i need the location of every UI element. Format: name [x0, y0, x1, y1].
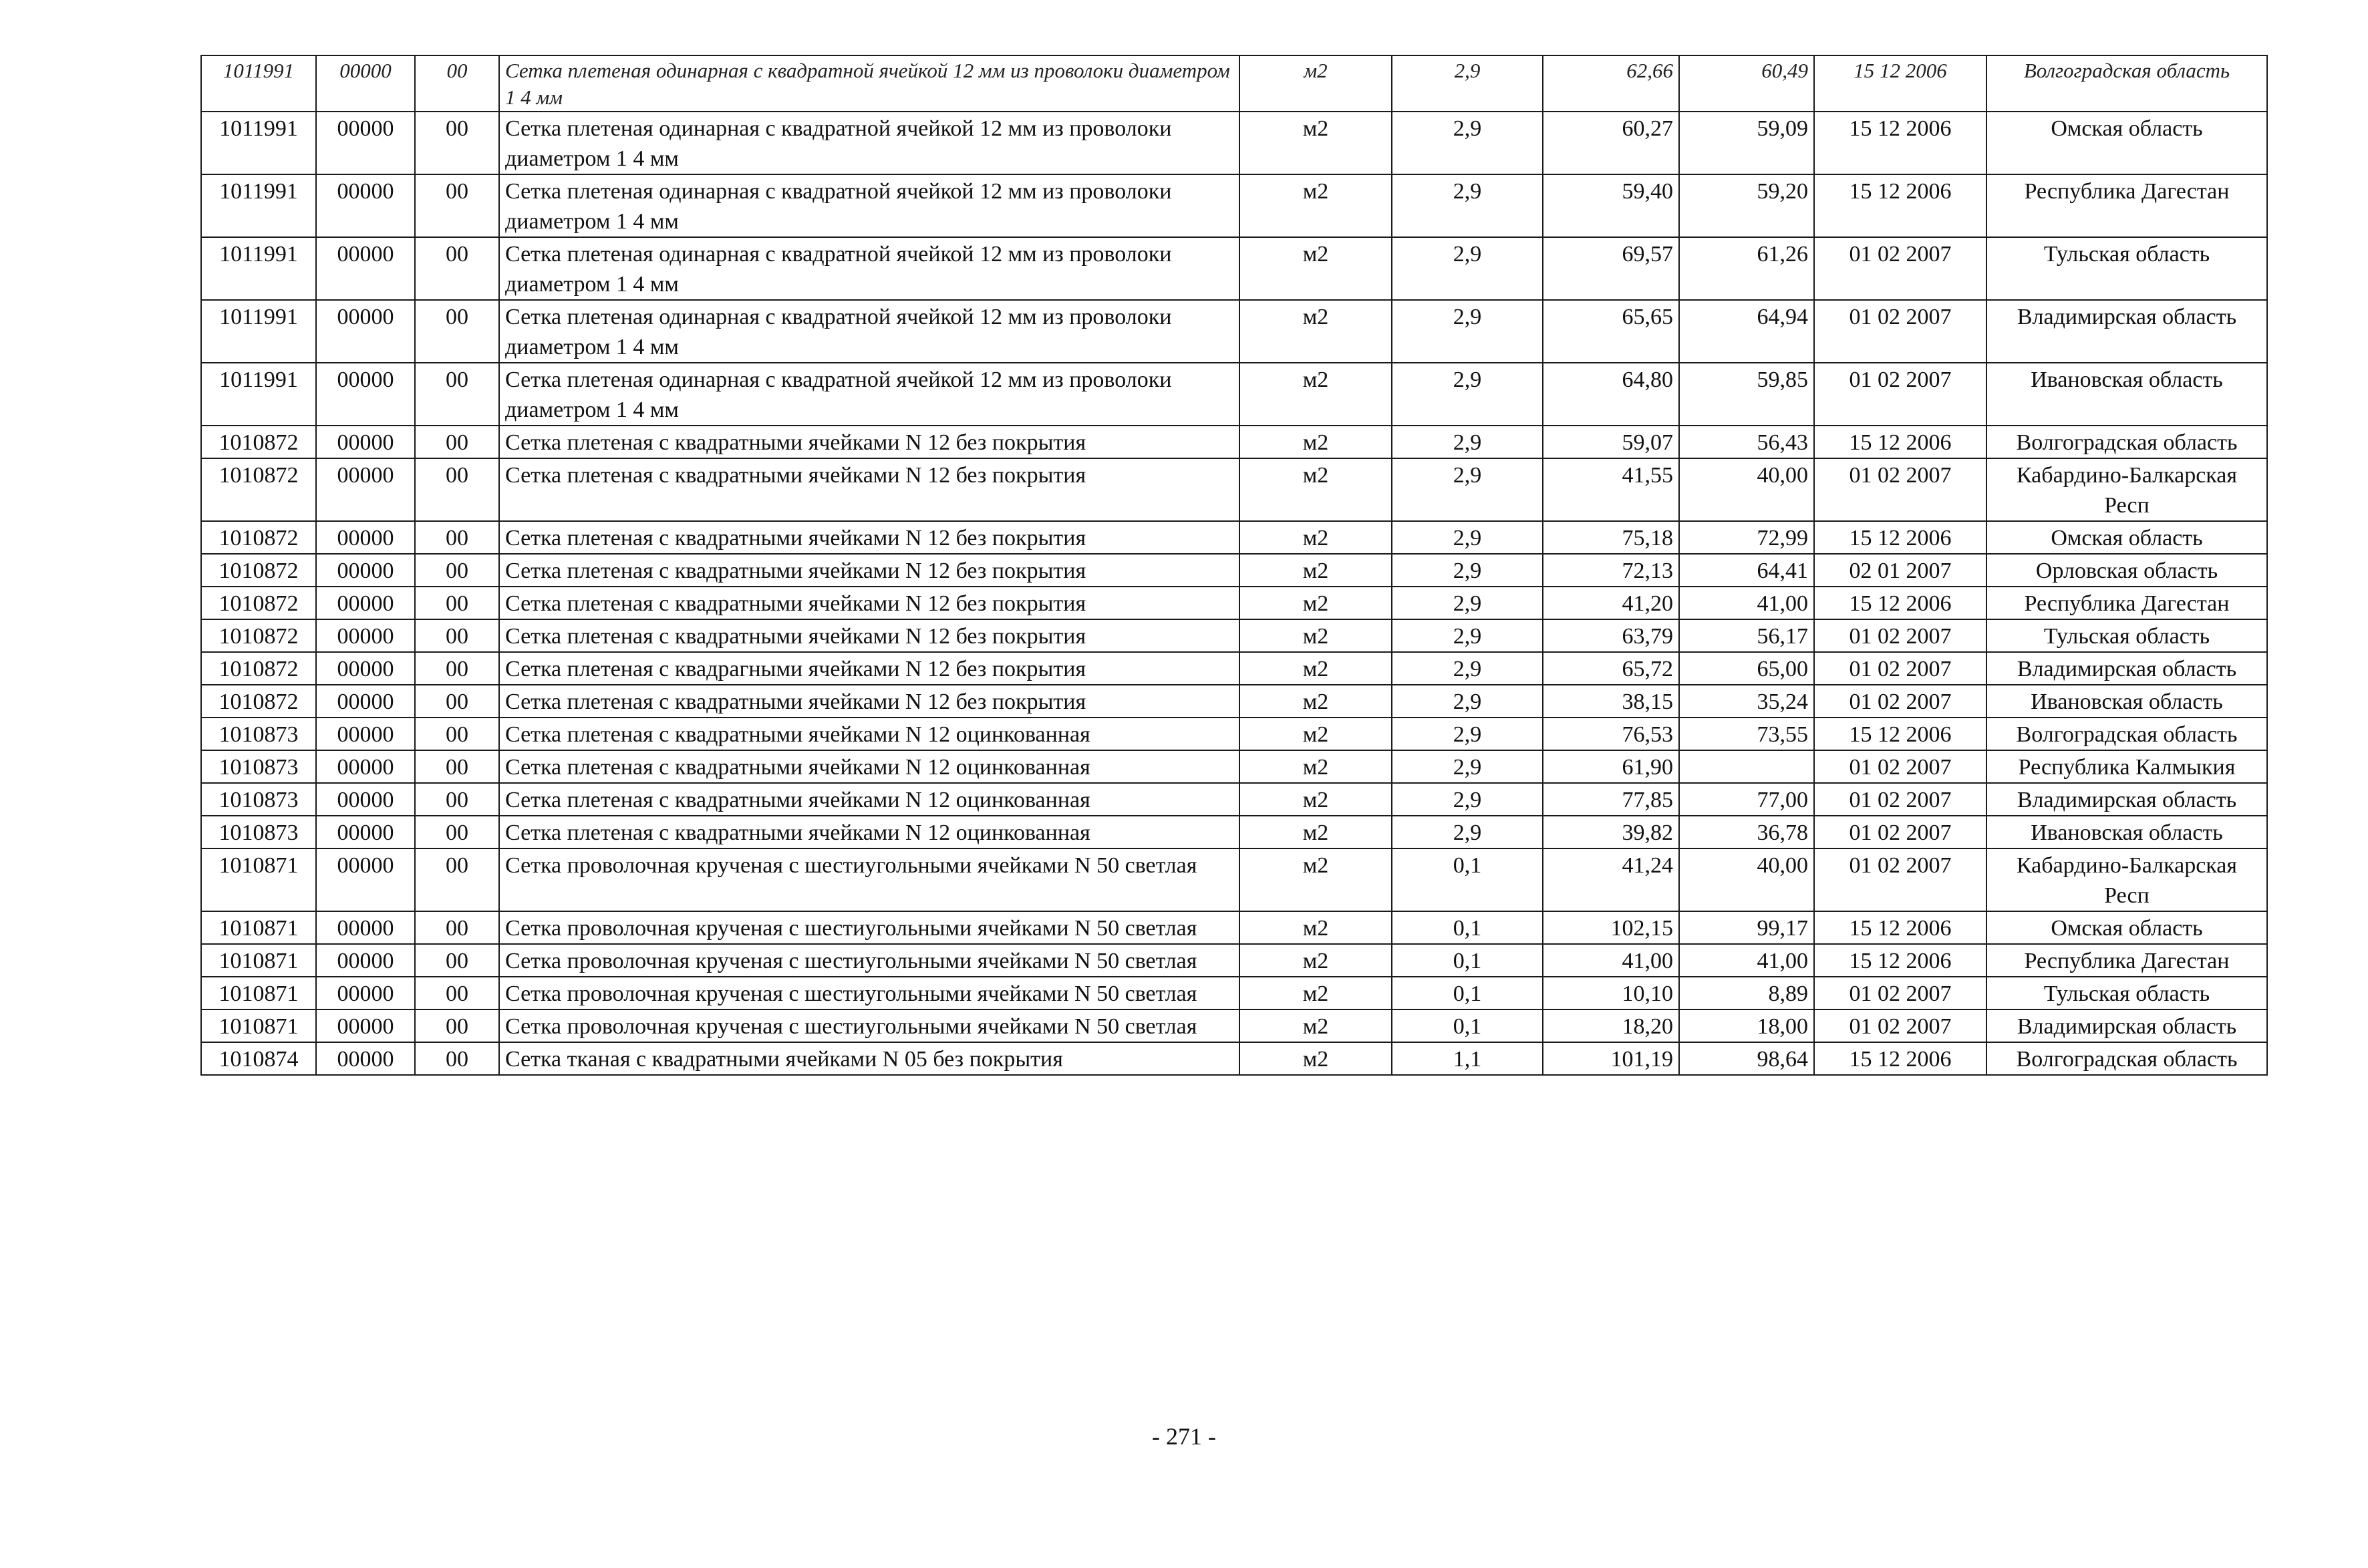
sub-code-cell: 00000	[316, 816, 415, 848]
item-name-cell: Сетка проволочная крученая с шестиугольными ячейками N 50 светлая	[499, 944, 1239, 977]
date-cell: 15 12 2006	[1814, 944, 1986, 977]
group-code-cell: 00	[415, 652, 499, 685]
item-name-cell: Сетка плетеная одинарная с квадратной ячейкой 12 мм из проволоки диаметром 1 4 мм	[499, 363, 1239, 426]
price-alt-cell: 59,20	[1679, 174, 1814, 237]
group-code-cell: 00	[415, 521, 499, 554]
date-cell: 02 01 2007	[1814, 554, 1986, 587]
price-cell: 61,90	[1543, 750, 1679, 783]
sub-code-cell: 00000	[316, 619, 415, 652]
date-cell: 01 02 2007	[1814, 300, 1986, 363]
sub-code-cell: 00000	[316, 237, 415, 300]
price-alt-cell: 40,00	[1679, 848, 1814, 911]
price-cell: 64,80	[1543, 363, 1679, 426]
unit-cell: м2	[1239, 1042, 1392, 1075]
price-cell: 62,66	[1543, 55, 1679, 112]
table-row	[201, 112, 2267, 174]
region-cell: Республика Дагестан	[1986, 174, 2267, 237]
price-cell: 63,79	[1543, 619, 1679, 652]
price-cell: 41,00	[1543, 944, 1679, 977]
group-code-cell: 00	[415, 174, 499, 237]
group-code-cell: 00	[415, 750, 499, 783]
item-name-cell: Сетка плетеная одинарная с квадратной ячейкой 12 мм из проволоки диаметром 1 4 мм	[499, 237, 1239, 300]
unit-cell: м2	[1239, 554, 1392, 587]
unit-cell: м2	[1239, 426, 1392, 458]
sub-code-cell: 00000	[316, 1009, 415, 1042]
price-cell: 18,20	[1543, 1009, 1679, 1042]
quantity-cell: 2,9	[1392, 554, 1543, 587]
quantity-cell: 2,9	[1392, 363, 1543, 426]
region-cell: Волгоградская область	[1986, 426, 2267, 458]
region-cell: Омская область	[1986, 911, 2267, 944]
date-cell: 01 02 2007	[1814, 237, 1986, 300]
price-alt-cell: 60,49	[1679, 55, 1814, 112]
region-cell: Волгоградская область	[1986, 718, 2267, 750]
sub-code-cell: 00000	[316, 750, 415, 783]
item-code-cell: 1010871	[201, 848, 316, 911]
item-name-cell: Сетка плетеная одинарная с квадратной ячейкой 12 мм из проволоки диаметром 1 4 мм	[499, 112, 1239, 174]
item-name-cell: Сетка плетеная с квадратными ячейками N 12 без покрытия	[499, 587, 1239, 619]
sub-code-cell: 00000	[316, 685, 415, 718]
price-alt-cell: 64,94	[1679, 300, 1814, 363]
price-cell: 75,18	[1543, 521, 1679, 554]
table-row	[201, 554, 2267, 587]
region-cell: Тульская область	[1986, 619, 2267, 652]
item-code-cell: 1011991	[201, 55, 316, 112]
group-code-cell: 00	[415, 587, 499, 619]
item-code-cell: 1010873	[201, 816, 316, 848]
region-cell: Волгоградская область	[1986, 1042, 2267, 1075]
price-cell: 69,57	[1543, 237, 1679, 300]
table-row	[201, 521, 2267, 554]
date-cell: 15 12 2006	[1814, 174, 1986, 237]
quantity-cell: 1,1	[1392, 1042, 1543, 1075]
group-code-cell: 00	[415, 1042, 499, 1075]
unit-cell: м2	[1239, 750, 1392, 783]
date-cell: 01 02 2007	[1814, 977, 1986, 1009]
price-alt-cell: 65,00	[1679, 652, 1814, 685]
date-cell: 15 12 2006	[1814, 112, 1986, 174]
item-code-cell: 1010871	[201, 977, 316, 1009]
quantity-cell: 0,1	[1392, 944, 1543, 977]
price-cell: 41,55	[1543, 458, 1679, 521]
group-code-cell: 00	[415, 300, 499, 363]
table-row	[201, 458, 2267, 521]
item-name-cell: Сетка плетеная с квадратными ячейками N 12 оцинкованная	[499, 816, 1239, 848]
sub-code-cell: 00000	[316, 848, 415, 911]
item-name-cell: Сетка плетеная с квадратными ячейками N 12 без покрытия	[499, 619, 1239, 652]
item-name-cell: Сетка плетеная одинарная с квадратной ячейкой 12 мм из проволоки диаметром 1 4 мм	[499, 174, 1239, 237]
item-name-cell: Сетка плетеная с квадратными ячейками N 12 оцинкованная	[499, 718, 1239, 750]
item-code-cell: 1010872	[201, 587, 316, 619]
region-cell: Владимирская область	[1986, 783, 2267, 816]
item-code-cell: 1010871	[201, 1009, 316, 1042]
region-cell: Республика Дагестан	[1986, 587, 2267, 619]
unit-cell: м2	[1239, 944, 1392, 977]
item-code-cell: 1010873	[201, 718, 316, 750]
group-code-cell: 00	[415, 363, 499, 426]
table-row	[201, 363, 2267, 426]
quantity-cell: 0,1	[1392, 977, 1543, 1009]
quantity-cell: 2,9	[1392, 652, 1543, 685]
unit-cell: м2	[1239, 718, 1392, 750]
item-code-cell: 1010873	[201, 783, 316, 816]
item-name-cell: Сетка проволочная крученая с шестиугольными ячейками N 50 светлая	[499, 848, 1239, 911]
price-cell: 72,13	[1543, 554, 1679, 587]
region-cell: Кабардино-Балкарская Респ	[1986, 458, 2267, 521]
quantity-cell: 2,9	[1392, 685, 1543, 718]
sub-code-cell: 00000	[316, 587, 415, 619]
item-name-cell: Сетка плетеная с квадратными ячейками N 12 оцинкованная	[499, 750, 1239, 783]
date-cell: 15 12 2006	[1814, 911, 1986, 944]
item-name-cell: Сетка проволочная крученая с шестиугольными ячейками N 50 светлая	[499, 1009, 1239, 1042]
sub-code-cell: 00000	[316, 554, 415, 587]
group-code-cell: 00	[415, 848, 499, 911]
price-alt-cell: 36,78	[1679, 816, 1814, 848]
region-cell: Тульская область	[1986, 237, 2267, 300]
quantity-cell: 0,1	[1392, 911, 1543, 944]
date-cell: 01 02 2007	[1814, 363, 1986, 426]
quantity-cell: 2,9	[1392, 816, 1543, 848]
item-code-cell: 1010871	[201, 911, 316, 944]
unit-cell: м2	[1239, 816, 1392, 848]
price-cell: 60,27	[1543, 112, 1679, 174]
sub-code-cell: 00000	[316, 718, 415, 750]
price-alt-cell	[1679, 750, 1814, 783]
sub-code-cell: 00000	[316, 458, 415, 521]
price-cell: 59,07	[1543, 426, 1679, 458]
date-cell: 01 02 2007	[1814, 652, 1986, 685]
table-row	[201, 1009, 2267, 1042]
price-alt-cell: 64,41	[1679, 554, 1814, 587]
price-alt-cell: 73,55	[1679, 718, 1814, 750]
item-name-cell: Сетка плетеная с квадрагными ячейками N 12 без покрытия	[499, 652, 1239, 685]
quantity-cell: 2,9	[1392, 112, 1543, 174]
price-alt-cell: 41,00	[1679, 944, 1814, 977]
page-number: - 271 -	[1152, 1423, 1216, 1450]
sub-code-cell: 00000	[316, 521, 415, 554]
price-cell: 41,20	[1543, 587, 1679, 619]
unit-cell: м2	[1239, 652, 1392, 685]
unit-cell: м2	[1239, 1009, 1392, 1042]
table-row	[201, 237, 2267, 300]
price-alt-cell: 99,17	[1679, 911, 1814, 944]
date-cell: 15 12 2006	[1814, 521, 1986, 554]
item-code-cell: 1010873	[201, 750, 316, 783]
table-row	[201, 911, 2267, 944]
group-code-cell: 00	[415, 944, 499, 977]
region-cell: Владимирская область	[1986, 652, 2267, 685]
sub-code-cell: 00000	[316, 1042, 415, 1075]
sub-code-cell: 00000	[316, 174, 415, 237]
price-alt-cell: 18,00	[1679, 1009, 1814, 1042]
unit-cell: м2	[1239, 174, 1392, 237]
group-code-cell: 00	[415, 237, 499, 300]
item-code-cell: 1010872	[201, 685, 316, 718]
table-row	[201, 816, 2267, 848]
item-name-cell: Сетка плетеная с квадратными ячейками N 12 без покрытия	[499, 521, 1239, 554]
price-cell: 59,40	[1543, 174, 1679, 237]
price-alt-cell: 72,99	[1679, 521, 1814, 554]
quantity-cell: 2,9	[1392, 426, 1543, 458]
group-code-cell: 00	[415, 55, 499, 112]
sub-code-cell: 00000	[316, 112, 415, 174]
group-code-cell: 00	[415, 783, 499, 816]
region-cell: Ивановская область	[1986, 685, 2267, 718]
table-row	[201, 977, 2267, 1009]
group-code-cell: 00	[415, 619, 499, 652]
region-cell: Ивановская область	[1986, 816, 2267, 848]
item-name-cell: Сетка плетеная с квадратными ячейками N 12 без покрытия	[499, 426, 1239, 458]
table-row	[201, 426, 2267, 458]
unit-cell: м2	[1239, 363, 1392, 426]
sub-code-cell: 00000	[316, 911, 415, 944]
group-code-cell: 00	[415, 112, 499, 174]
item-code-cell: 1010872	[201, 458, 316, 521]
sub-code-cell: 00000	[316, 944, 415, 977]
table-row	[201, 1042, 2267, 1075]
price-alt-cell: 8,89	[1679, 977, 1814, 1009]
price-cell: 10,10	[1543, 977, 1679, 1009]
region-cell: Волгоградская область	[1986, 55, 2267, 112]
group-code-cell: 00	[415, 554, 499, 587]
group-code-cell: 00	[415, 1009, 499, 1042]
price-alt-cell: 59,09	[1679, 112, 1814, 174]
sub-code-cell: 00000	[316, 977, 415, 1009]
table-row	[201, 718, 2267, 750]
sub-code-cell: 00000	[316, 300, 415, 363]
date-cell: 01 02 2007	[1814, 619, 1986, 652]
price-alt-cell: 56,17	[1679, 619, 1814, 652]
region-cell: Ивановская область	[1986, 363, 2267, 426]
quantity-cell: 2,9	[1392, 718, 1543, 750]
item-code-cell: 1010874	[201, 1042, 316, 1075]
price-alt-cell: 98,64	[1679, 1042, 1814, 1075]
region-cell: Тульская область	[1986, 977, 2267, 1009]
item-code-cell: 1010872	[201, 426, 316, 458]
quantity-cell: 2,9	[1392, 458, 1543, 521]
price-alt-cell: 77,00	[1679, 783, 1814, 816]
price-cell: 76,53	[1543, 718, 1679, 750]
table-row	[201, 619, 2267, 652]
price-alt-cell: 40,00	[1679, 458, 1814, 521]
price-cell: 65,65	[1543, 300, 1679, 363]
group-code-cell: 00	[415, 426, 499, 458]
price-table	[200, 55, 2268, 1076]
region-cell: Кабардино-Балкарская Респ	[1986, 848, 2267, 911]
region-cell: Владимирская область	[1986, 1009, 2267, 1042]
sub-code-cell: 00000	[316, 783, 415, 816]
region-cell: Орловская область	[1986, 554, 2267, 587]
table-row	[201, 783, 2267, 816]
sub-code-cell: 00000	[316, 426, 415, 458]
price-alt-cell: 61,26	[1679, 237, 1814, 300]
table-row	[201, 685, 2267, 718]
price-cell: 77,85	[1543, 783, 1679, 816]
item-name-cell: Сетка тканая с квадратными ячейками N 05 без покрытия	[499, 1042, 1239, 1075]
item-code-cell: 1011991	[201, 112, 316, 174]
unit-cell: м2	[1239, 587, 1392, 619]
unit-cell: м2	[1239, 300, 1392, 363]
quantity-cell: 2,9	[1392, 783, 1543, 816]
table-row	[201, 587, 2267, 619]
sub-code-cell: 00000	[316, 652, 415, 685]
date-cell: 01 02 2007	[1814, 750, 1986, 783]
region-cell: Владимирская область	[1986, 300, 2267, 363]
quantity-cell: 2,9	[1392, 587, 1543, 619]
sub-code-cell: 00000	[316, 55, 415, 112]
group-code-cell: 00	[415, 685, 499, 718]
price-cell: 65,72	[1543, 652, 1679, 685]
price-cell: 101,19	[1543, 1042, 1679, 1075]
unit-cell: м2	[1239, 619, 1392, 652]
price-alt-cell: 56,43	[1679, 426, 1814, 458]
unit-cell: м2	[1239, 911, 1392, 944]
quantity-cell: 0,1	[1392, 1009, 1543, 1042]
item-code-cell: 1010872	[201, 521, 316, 554]
group-code-cell: 00	[415, 458, 499, 521]
item-name-cell: Сетка плетеная с квадратными ячейками N 12 без покрытия	[499, 685, 1239, 718]
table-row	[201, 652, 2267, 685]
region-cell: Омская область	[1986, 521, 2267, 554]
item-code-cell: 1011991	[201, 174, 316, 237]
date-cell: 01 02 2007	[1814, 816, 1986, 848]
date-cell: 15 12 2006	[1814, 55, 1986, 112]
item-name-cell: Сетка плетеная с квадратными ячейками N 12 без покрытия	[499, 458, 1239, 521]
price-alt-cell: 59,85	[1679, 363, 1814, 426]
date-cell: 01 02 2007	[1814, 1009, 1986, 1042]
item-code-cell: 1011991	[201, 237, 316, 300]
group-code-cell: 00	[415, 911, 499, 944]
price-alt-cell: 35,24	[1679, 685, 1814, 718]
item-name-cell: Сетка плетеная одинарная с квадратной ячейкой 12 мм из проволоки диаметром 1 4 мм	[499, 300, 1239, 363]
date-cell: 15 12 2006	[1814, 718, 1986, 750]
date-cell: 15 12 2006	[1814, 587, 1986, 619]
region-cell: Омская область	[1986, 112, 2267, 174]
table-row	[201, 174, 2267, 237]
item-name-cell: Сетка плетеная с квадратными ячейками N 12 оцинкованная	[499, 783, 1239, 816]
quantity-cell: 2,9	[1392, 300, 1543, 363]
item-name-cell: Сетка проволочная крученая с шестиугольными ячейками N 50 светлая	[499, 977, 1239, 1009]
date-cell: 01 02 2007	[1814, 685, 1986, 718]
group-code-cell: 00	[415, 977, 499, 1009]
quantity-cell: 0,1	[1392, 848, 1543, 911]
price-cell: 102,15	[1543, 911, 1679, 944]
quantity-cell: 2,9	[1392, 750, 1543, 783]
date-cell: 15 12 2006	[1814, 1042, 1986, 1075]
item-code-cell: 1010872	[201, 554, 316, 587]
unit-cell: м2	[1239, 685, 1392, 718]
item-code-cell: 1011991	[201, 363, 316, 426]
price-cell: 38,15	[1543, 685, 1679, 718]
quantity-cell: 2,9	[1392, 174, 1543, 237]
date-cell: 15 12 2006	[1814, 426, 1986, 458]
quantity-cell: 2,9	[1392, 237, 1543, 300]
date-cell: 01 02 2007	[1814, 848, 1986, 911]
table-row	[201, 848, 2267, 911]
price-alt-cell: 41,00	[1679, 587, 1814, 619]
sub-code-cell: 00000	[316, 363, 415, 426]
date-cell: 01 02 2007	[1814, 783, 1986, 816]
table-row	[201, 944, 2267, 977]
price-cell: 39,82	[1543, 816, 1679, 848]
table-body	[201, 55, 2267, 1075]
quantity-cell: 2,9	[1392, 521, 1543, 554]
date-cell: 01 02 2007	[1814, 458, 1986, 521]
price-cell: 41,24	[1543, 848, 1679, 911]
item-code-cell: 1010871	[201, 944, 316, 977]
group-code-cell: 00	[415, 816, 499, 848]
item-code-cell: 1010872	[201, 652, 316, 685]
item-name-cell: Сетка плетеная одинарная с квадратной ячейкой 12 мм из проволоки диаметром 1 4 мм	[499, 55, 1239, 112]
quantity-cell: 2,9	[1392, 619, 1543, 652]
unit-cell: м2	[1239, 977, 1392, 1009]
unit-cell: м2	[1239, 458, 1392, 521]
quantity-cell: 2,9	[1392, 55, 1543, 112]
item-name-cell: Сетка плетеная с квадратными ячейками N 12 без покрытия	[499, 554, 1239, 587]
group-code-cell: 00	[415, 718, 499, 750]
unit-cell: м2	[1239, 55, 1392, 112]
unit-cell: м2	[1239, 783, 1392, 816]
unit-cell: м2	[1239, 237, 1392, 300]
item-name-cell: Сетка проволочная крученая с шестиугольными ячейками N 50 светлая	[499, 911, 1239, 944]
region-cell: Республика Калмыкия	[1986, 750, 2267, 783]
region-cell: Республика Дагестан	[1986, 944, 2267, 977]
unit-cell: м2	[1239, 112, 1392, 174]
unit-cell: м2	[1239, 848, 1392, 911]
table-row	[201, 55, 2267, 112]
table-row	[201, 750, 2267, 783]
unit-cell: м2	[1239, 521, 1392, 554]
item-code-cell: 1010872	[201, 619, 316, 652]
item-code-cell: 1011991	[201, 300, 316, 363]
table-row	[201, 300, 2267, 363]
